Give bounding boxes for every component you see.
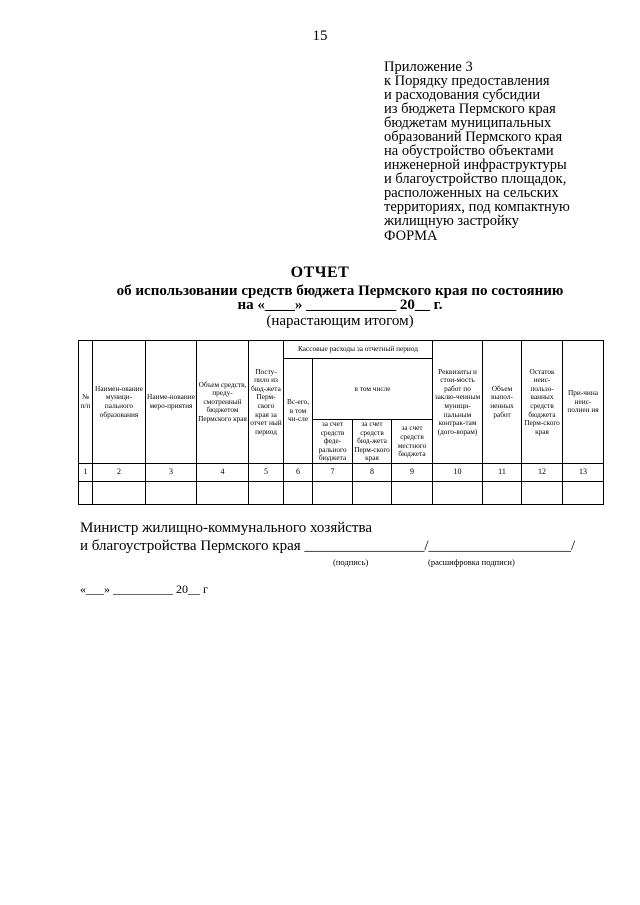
empty-cell [79,482,93,505]
report-cumulative-note: (нарастающим итогом) [266,313,414,329]
column-number: 2 [93,464,146,482]
appendix-line: расположенных на сельских [384,185,559,201]
column-number: 4 [197,464,249,482]
column-number: 7 [313,464,353,482]
empty-cell [249,482,284,505]
signature-caption: (подпись) [333,557,369,567]
header-local: за счет средств местного бюджета [392,420,433,464]
form-label: ФОРМА [384,228,438,244]
header-volume: Объем средств, преду-смотренный бюджетом Пермского края [197,341,249,464]
header-completed-volume: Объем выпол-ненных работ [483,341,522,464]
empty-cell [563,482,604,505]
empty-cell [146,482,197,505]
appendix-line: к Порядку предоставления [384,73,550,89]
empty-cell [197,482,249,505]
header-received: Посту-пило из бюд-жета Перм-ского края за отчет ный период [249,341,284,464]
appendix-line: и благоустройство площадок, [384,171,567,187]
header-total: Вс-его, в том чи-сле [284,359,313,464]
header-reason: При-чина неис-полнен ия [563,341,604,464]
header-cash-expenses: Кассовые расходы за отчетный период [284,341,433,359]
column-number: 9 [392,464,433,482]
report-table [78,340,604,505]
header-federal: за счет средств феде-рального бюджета [313,420,353,464]
header-regional: за счет средств бюд-жета Перм-ского края [354,419,390,463]
column-number: 5 [249,464,284,482]
column-number: 12 [522,464,563,482]
header-remainder: Остаток неис-пользо-ванных средств бюджета Перм-ского края [522,341,563,464]
empty-cell [433,482,483,505]
appendix-line: Приложение 3 [384,59,473,75]
appendix-line: из бюджета Пермского края [384,101,556,117]
signature-position-line: Министр жилищно-коммунального хозяйства [80,520,373,536]
column-number: 10 [433,464,483,482]
column-number: 13 [563,464,604,482]
header-activity: Наиме-нование меро-приятия [146,341,197,464]
empty-cell [392,482,433,505]
report-subtitle [0,284,640,312]
report-title: ОТЧЕТ [290,264,350,281]
appendix-line: и расходования субсидии [384,87,541,103]
column-number: 6 [284,464,313,482]
empty-cell [353,482,392,505]
empty-cell [483,482,522,505]
appendix-line: жилищную застройку [384,213,519,229]
header-municipality: Наимен-ование муници-пального образования [93,341,146,464]
appendix-line: территориях, под компактную [384,199,570,215]
page-number: 15 [312,28,328,44]
empty-cell [522,482,563,505]
column-number: 1 [79,464,93,482]
signature-line: и благоустройства Пермского края ________________/___________________/ [80,538,576,554]
column-number: 3 [146,464,197,482]
empty-cell [313,482,353,505]
appendix-line: на обустройство объектами [384,143,554,159]
empty-cell [284,482,313,505]
appendix-line: инженерной инфраструктуры [384,157,567,173]
report-date-line: на «____» ____________ 20__ г. [237,297,443,313]
column-number: 11 [483,464,522,482]
column-number: 8 [353,464,392,482]
header-requisites: Реквизиты и стои-мость работ по заклю-ченным муници-пальным контрак-там (дого-ворам) [433,341,483,464]
header-including: в том числе [313,359,433,420]
empty-cell [93,482,146,505]
signature-decode-caption: (расшифровка подписи) [428,557,515,567]
report-subtitle-line: об использовании средств бюджета Пермского края по состоянию [116,283,564,299]
signature-block [80,519,575,555]
date-line: «___» __________ 20__ г [80,582,208,596]
appendix-block [384,60,624,228]
header-num: № п/п [79,341,93,464]
appendix-line: образований Пермского края [384,129,563,145]
appendix-line: бюджетам муниципальных [384,115,552,131]
table-row [79,482,604,505]
